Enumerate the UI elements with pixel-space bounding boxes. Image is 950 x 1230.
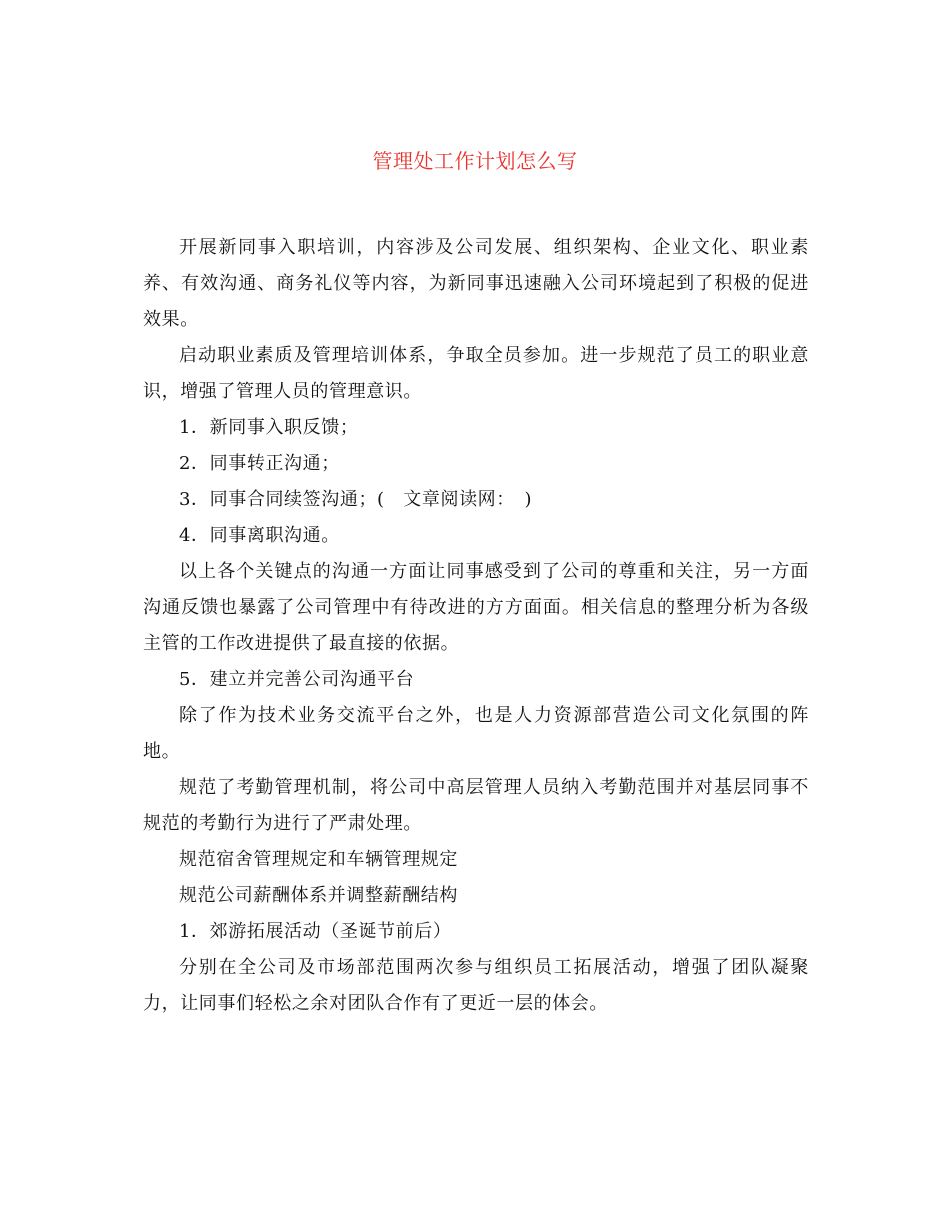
paragraph-salary-system: 规范公司薪酬体系并调整薪酬结构 — [179, 885, 458, 906]
document-body — [143, 230, 809, 1022]
paragraph-platform-culture: 除了作为技术业务交流平台之外，也是人力资源部营造公司文化氛围的阵地。 — [143, 705, 809, 762]
paragraph-communication-summary: 以上各个关键点的沟通一方面让同事感受到了公司的尊重和关注，另一方面沟通反馈也暴露了公司管理中有待改进的方方面面。相关信息的整理分析为各级主管的工作改进提供了最直接的依据。 — [143, 561, 809, 654]
list-item-resignation: 4．同事离职沟通。 — [179, 525, 340, 546]
list-item-communication-platform: 5．建立并完善公司沟通平台 — [179, 669, 415, 690]
list-item-outing: 1．郊游拓展活动（圣诞节前后） — [179, 921, 452, 942]
list-item-contract-renewal: 3．同事合同续签沟通；( 文章阅读网： ) — [179, 489, 533, 510]
list-item-regularization: 2．同事转正沟通； — [179, 453, 340, 474]
paragraph-attendance: 规范了考勤管理机制，将公司中高层管理人员纳入考勤范围并对基层同事不规范的考勤行为进行了严肃处理。 — [143, 777, 809, 834]
paragraph-onboarding-training: 开展新同事入职培训，内容涉及公司发展、组织架构、企业文化、职业素养、有效沟通、商务礼仪等内容，为新同事迅速融入公司环境起到了积极的促进效果。 — [143, 237, 809, 330]
paragraph-dormitory-vehicle: 规范宿舍管理规定和车辆管理规定 — [179, 849, 458, 870]
list-item-onboarding-feedback: 1．新同事入职反馈； — [179, 417, 359, 438]
paragraph-team-building: 分别在全公司及市场部范围两次参与组织员工拓展活动，增强了团队凝聚力，让同事们轻松之余对团队合作有了更近一层的体会。 — [143, 957, 809, 1014]
paragraph-professional-training: 启动职业素质及管理培训体系，争取全员参加。进一步规范了员工的职业意识，增强了管理人员的管理意识。 — [143, 345, 809, 402]
document-title: 管理处工作计划怎么写 — [372, 149, 578, 173]
